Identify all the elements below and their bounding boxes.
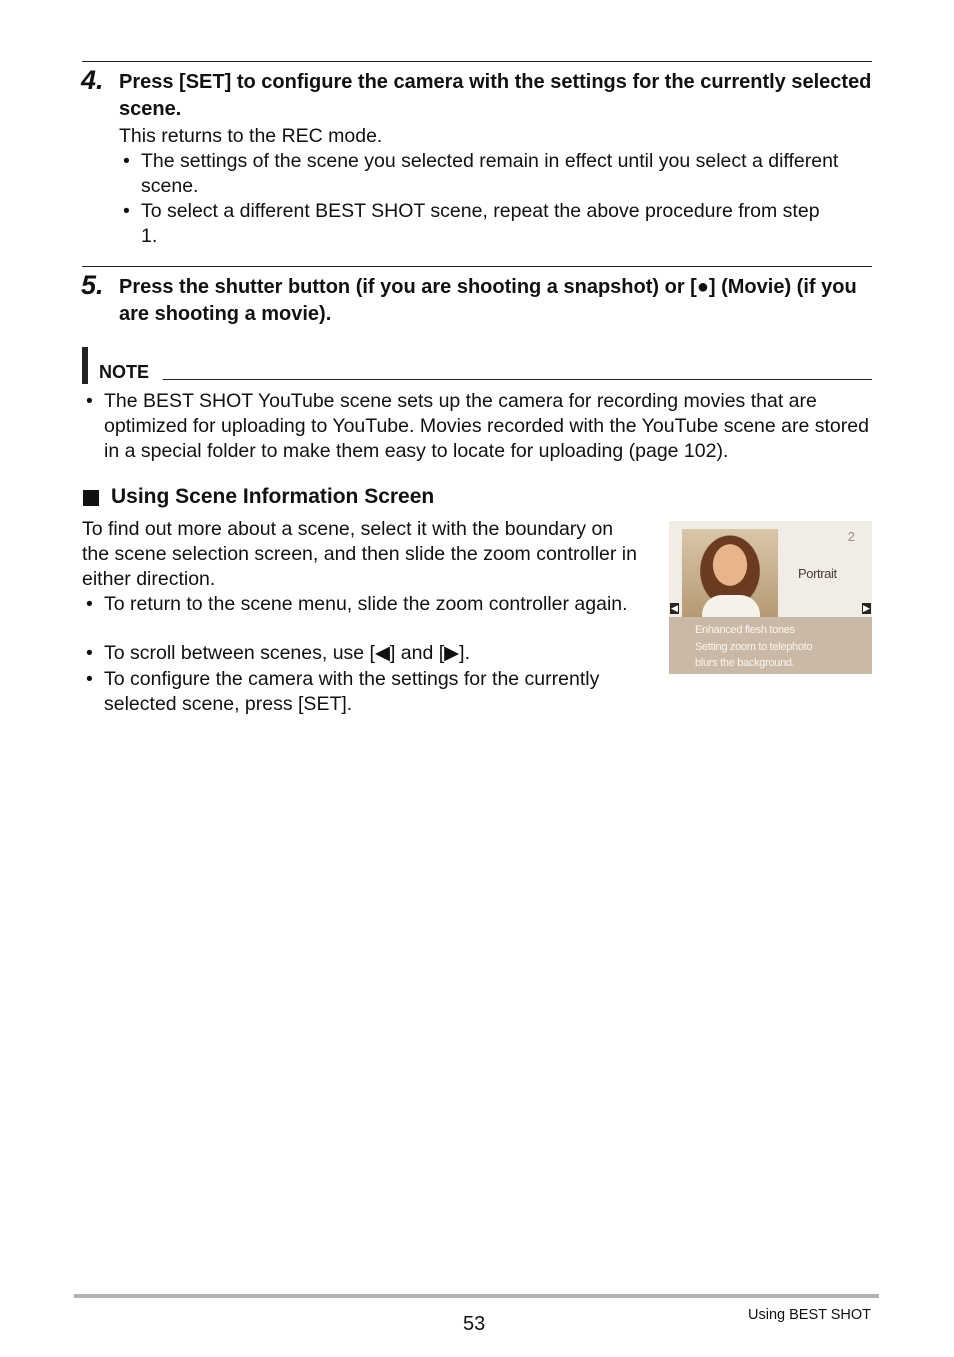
footer-section-label: Using BEST SHOT: [748, 1307, 872, 1323]
step4-number: 4.: [81, 65, 104, 95]
section-bullet-2: • To scroll between scenes, use [◀] and [▶].: [86, 642, 471, 664]
section-intro: To find out more about a scene, select it with the boundary on the scene selection screen, and then slide the zoom controller in either direction.: [82, 518, 637, 590]
portrait-shirt: [702, 595, 760, 617]
step5-top-rule: [82, 266, 872, 267]
left-arrow-icon: ◀: [671, 603, 678, 613]
step4-top-rule: [82, 61, 872, 62]
scene-description: [695, 622, 812, 672]
section-bullet-1: • To return to the scene menu, slide the zoom controller again.: [86, 593, 628, 615]
note-label: NOTE: [99, 362, 150, 382]
section-bullet-3-text: To configure the camera with the settings for the currently selected scene, press [SET].: [104, 668, 600, 715]
scene-description-line-1: Enhanced flesh tones: [695, 624, 795, 636]
note-bullet-1-text: The BEST SHOT YouTube scene sets up the camera for recording movies that are optimized for uploading to YouTube. Movies recorded with the YouTube scene are stored in a special folder to make them easy to locate for uploading (page 102).: [104, 390, 869, 462]
step5-number: 5.: [81, 270, 104, 300]
step4-bullet-2: • To select a different BEST SHOT scene, repeat the above procedure from step 1.: [123, 200, 820, 247]
step4-bullet-1-text: The settings of the scene you selected remain in effect until you select a different scene.: [141, 150, 839, 197]
section-bullet-3: • To configure the camera with the settings for the currently selected scene, press [SET].: [86, 668, 600, 715]
scene-number: 2: [847, 529, 855, 544]
portrait-photo: [682, 529, 778, 617]
section-square-icon: [83, 490, 99, 506]
note-rule: [163, 379, 872, 380]
step5-title: Press the shutter button (if you are shooting a snapshot) or [●] (Movie) (if you are shooting a movie).: [119, 276, 857, 325]
scene-description-line-2: Setting zoom to telephoto: [695, 640, 813, 653]
scene-info-screen: [669, 521, 872, 674]
section-title: Using Scene Information Screen: [111, 485, 435, 508]
right-arrow-icon: ▶: [863, 603, 870, 613]
step4-bullet-1: • The settings of the scene you selected remain in effect until you select a different scene.: [123, 150, 839, 197]
note-bullet-1: • The BEST SHOT YouTube scene sets up the camera for recording movies that are optimized for uploading to YouTube. Movies recorded with the YouTube scene are stored in a special folder to make them easy to locate for uploading (page 102).: [86, 390, 869, 462]
footer-rule: [74, 1294, 879, 1298]
step4-bullet-2-text: To select a different BEST SHOT scene, repeat the above procedure from step 1.: [141, 200, 820, 247]
step4-body: This returns to the REC mode.: [119, 125, 383, 147]
scene-description-line-3: blurs the background.: [695, 657, 795, 669]
note-bar: [82, 347, 88, 384]
section-bullet-2-text: To scroll between scenes, use [◀] and [▶].: [104, 642, 471, 664]
section-bullet-1-text: To return to the scene menu, slide the zoom controller again.: [104, 593, 628, 615]
page-number: 53: [463, 1313, 486, 1335]
step4-title: Press [SET] to configure the camera with the settings for the currently selected scene.: [119, 71, 872, 120]
scene-name: Portrait: [798, 566, 837, 581]
